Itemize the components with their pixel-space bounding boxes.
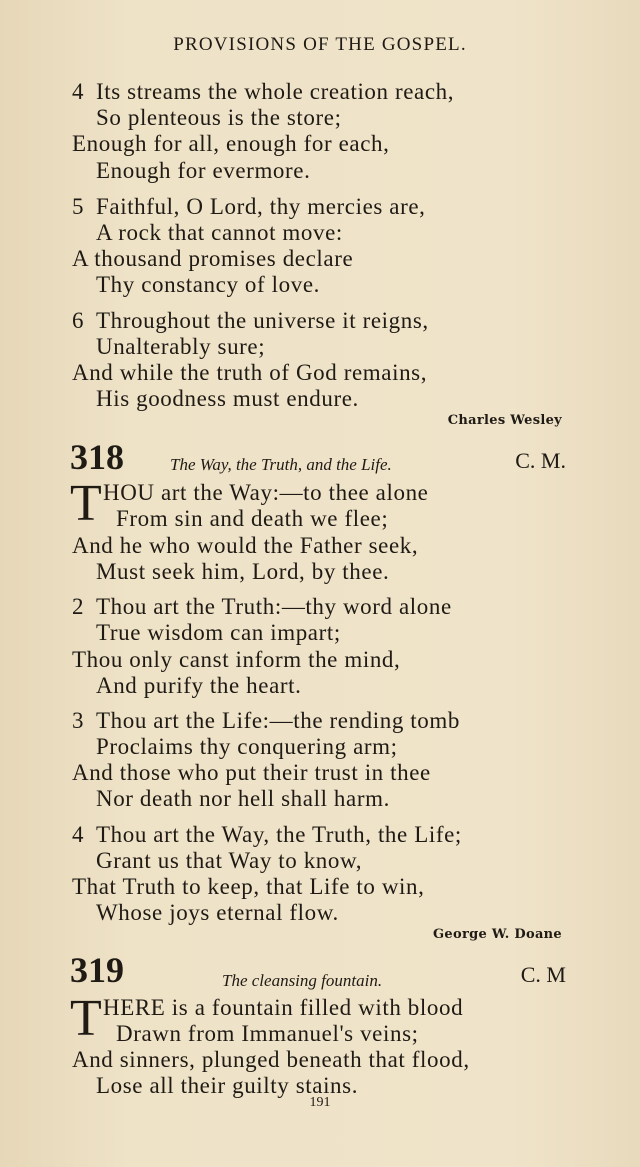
stanza-number: 4 — [72, 79, 85, 104]
verse-line: Lose all their guilty stains. — [96, 1073, 359, 1098]
hymn-meter: C. M. — [515, 448, 566, 473]
page-number: 191 — [309, 1095, 331, 1110]
verse-line: And sinners, plunged beneath that flood, — [72, 1047, 470, 1072]
stanza-number: 2 — [72, 594, 85, 619]
stanza-number: 6 — [72, 308, 85, 333]
running-header: PROVISIONS OF THE GOSPEL. — [173, 34, 467, 55]
verse-line: Grant us that Way to know, — [96, 848, 363, 873]
stanza-number: 5 — [72, 194, 85, 219]
verse-line: Must seek him, Lord, by thee. — [96, 559, 390, 584]
drop-cap: T — [70, 990, 102, 1047]
verse-line: Thou art the Way, the Truth, the Life; — [96, 822, 462, 847]
verse-line: A rock that cannot move: — [96, 220, 343, 245]
verse-line: And purify the heart. — [96, 673, 302, 698]
verse-line: Proclaims thy conquering arm; — [96, 734, 398, 759]
hymn-meter: C. M — [520, 962, 566, 987]
verse-line: Unalterably sure; — [96, 334, 266, 359]
hymn-author: George W. Doane — [433, 927, 562, 942]
verse-line: That Truth to keep, that Life to win, — [72, 874, 425, 899]
hymn-number: 318 — [70, 437, 124, 477]
verse-line: And while the truth of God remains, — [72, 360, 428, 385]
drop-cap: T — [70, 475, 102, 532]
verse-line: From sin and death we flee; — [116, 506, 389, 531]
verse-line: Whose joys eternal flow. — [96, 900, 339, 925]
verse-line: And those who put their trust in thee — [72, 760, 431, 785]
verse-line: Throughout the universe it reigns, — [96, 308, 429, 333]
verse-line: His goodness must endure. — [96, 386, 359, 411]
verse-line: Thou only canst inform the mind, — [72, 647, 401, 672]
verse-line: Thou art the Truth:—thy word alone — [96, 594, 452, 619]
verse-line: So plenteous is the store; — [96, 105, 342, 130]
stanza-number: 3 — [72, 708, 85, 733]
verse-line: HERE is a fountain filled with blood — [103, 995, 464, 1020]
hymn-title: The cleansing fountain. — [222, 971, 383, 990]
verse-line: A thousand promises declare — [72, 246, 354, 271]
verse-line: Faithful, O Lord, thy mercies are, — [96, 194, 426, 219]
verse-line: True wisdom can impart; — [96, 620, 341, 645]
hymn-title: The Way, the Truth, and the Life. — [170, 455, 392, 474]
verse-line: Enough for evermore. — [96, 158, 311, 183]
hymn-author: Charles Wesley — [447, 413, 562, 428]
verse-line: Thou art the Life:—the rending tomb — [96, 708, 460, 733]
verse-line: And he who would the Father seek, — [72, 533, 419, 558]
verse-line: Enough for all, enough for each, — [72, 131, 390, 156]
stanza-number: 4 — [72, 822, 85, 847]
hymn-number: 319 — [70, 950, 124, 990]
verse-line: Nor death nor hell shall harm. — [96, 786, 390, 811]
verse-line: Its streams the whole creation reach, — [96, 79, 455, 104]
verse-line: Drawn from Immanuel's veins; — [116, 1021, 419, 1046]
verse-line: HOU art the Way:—to thee alone — [103, 480, 429, 505]
verse-line: Thy constancy of love. — [96, 272, 320, 297]
